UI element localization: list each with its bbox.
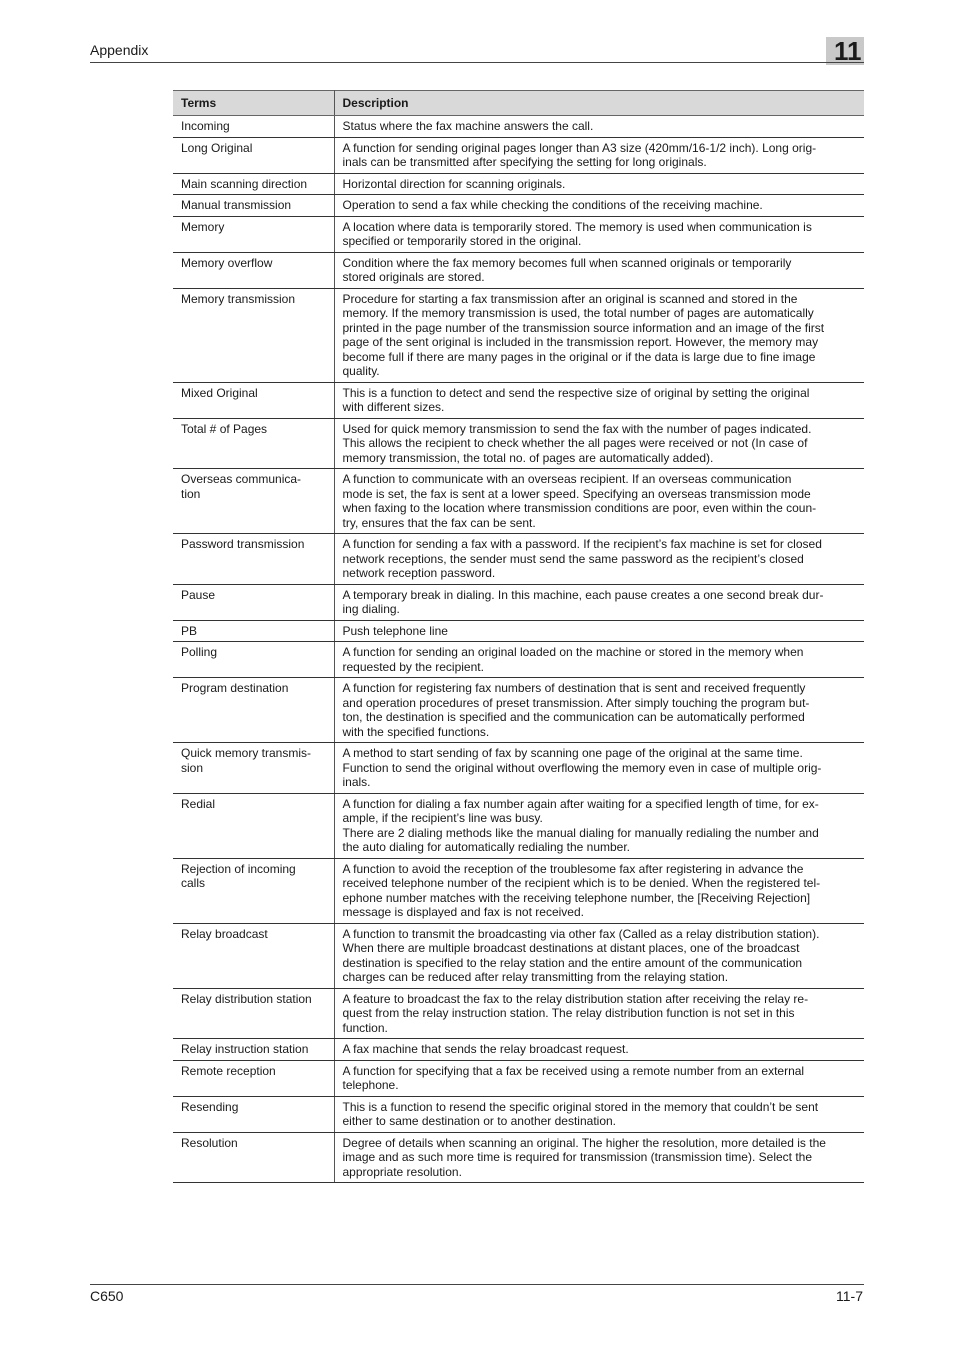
table-row	[173, 858, 864, 923]
term-cell: Relay broadcast	[173, 923, 334, 988]
table-row	[173, 923, 864, 988]
description-cell: This is a function to resend the specific original stored in the memory that couldn’t be sent either to same destination or to another destination.	[334, 1096, 864, 1132]
term-cell: Resolution	[173, 1132, 334, 1183]
description-cell: A location where data is temporarily stored. The memory is used when communication is specified or temporarily stored in the original.	[334, 216, 864, 252]
term-cell: Total # of Pages	[173, 418, 334, 469]
description-cell: Procedure for starting a fax transmission after an original is scanned and stored in the memory. If the memory transmission is used, the total number of pages are automatically printed in the page number of the transmission source information and an image of the first page of the sent original is included in the transmission report. However, the memory may become full if there are many pages in the original or if the data is large due to fine image quality.	[334, 288, 864, 382]
header-divider	[90, 62, 864, 63]
column-header-terms: Terms	[173, 91, 334, 116]
table-row	[173, 195, 864, 217]
term-cell: Relay distribution station	[173, 988, 334, 1039]
description-cell: Status where the fax machine answers the call.	[334, 116, 864, 138]
description-cell: Used for quick memory transmission to send the fax with the number of pages indicated. This allows the recipient to check whether the all pages were received or not (In case of memory transmission, the total no. of pages are automatically added).	[334, 418, 864, 469]
table-row	[173, 1096, 864, 1132]
description-cell: A function to avoid the reception of the troublesome fax after registering in advance the received telephone number of the recipient which is to be denied. When the registered tel- ephone number matches with the receiving telephone number, the [Receiving Rejection] message is displayed and fax is not received.	[334, 858, 864, 923]
table-row	[173, 620, 864, 642]
table-row	[173, 642, 864, 678]
description-cell: Condition where the fax memory becomes full when scanned originals or temporarily stored originals are stored.	[334, 252, 864, 288]
table-row	[173, 216, 864, 252]
description-cell: A function for registering fax numbers of destination that is sent and received frequently and operation procedures of preset transmission. After simply touching the program but- ton, the destination is specified and the communication can be automatically performed with the specified functions.	[334, 678, 864, 743]
table-row	[173, 1132, 864, 1183]
term-cell: PB	[173, 620, 334, 642]
description-cell: Operation to send a fax while checking the conditions of the receiving machine.	[334, 195, 864, 217]
term-cell: Memory transmission	[173, 288, 334, 382]
table-row	[173, 382, 864, 418]
footer-divider	[90, 1284, 864, 1285]
section-title: Appendix	[90, 42, 149, 58]
table-row	[173, 793, 864, 858]
table-row	[173, 469, 864, 534]
term-cell: Polling	[173, 642, 334, 678]
description-cell: A function to transmit the broadcasting via other fax (Called as a relay distribution station). When there are multiple broadcast destinations at distant places, one of the broadcast destination is specified to the relay station and the entire amount of the communication charges can be reduced after relay transmitting from the relaying station.	[334, 923, 864, 988]
description-cell: A function for sending a fax with a password. If the recipient’s fax machine is set for closed network receptions, the sender must send the same password as the recipient’s closed network reception password.	[334, 534, 864, 585]
table-row	[173, 678, 864, 743]
table-header-row	[173, 91, 864, 116]
model-name: C650	[90, 1288, 124, 1304]
table-body	[173, 116, 864, 1183]
term-cell: Password transmission	[173, 534, 334, 585]
description-cell: A function to communicate with an overseas recipient. If an overseas communication mode is set, the fax is sent at a lower speed. Specifying an overseas transmission mode when faxing to the location where transmission conditions are poor, even within the coun- try, ensures that the fax can be sent.	[334, 469, 864, 534]
term-cell: Manual transmission	[173, 195, 334, 217]
column-header-description: Description	[334, 91, 864, 116]
term-cell: Incoming	[173, 116, 334, 138]
table-row	[173, 418, 864, 469]
page-number: 11-7	[836, 1288, 863, 1304]
table-row	[173, 173, 864, 195]
table-row	[173, 1039, 864, 1061]
description-cell: Degree of details when scanning an original. The higher the resolution, more detailed is the image and as such more time is required for transmission (transmission time). Select the appropriate resolution.	[334, 1132, 864, 1183]
term-cell: Memory	[173, 216, 334, 252]
glossary-table	[173, 90, 864, 1183]
description-cell: A method to start sending of fax by scanning one page of the original at the same time. Function to send the original without overflowing the memory even in case of multiple orig- inals.	[334, 743, 864, 794]
table-header	[173, 91, 864, 116]
term-cell: Program destination	[173, 678, 334, 743]
table-row	[173, 137, 864, 173]
term-cell: Long Original	[173, 137, 334, 173]
description-cell: A fax machine that sends the relay broadcast request.	[334, 1039, 864, 1061]
table-row	[173, 743, 864, 794]
description-cell: A function for dialing a fax number again after waiting for a specified length of time, for ex- ample, if the recipient’s line was busy. There are 2 dialing methods like the manual dialing for manually redialing the number and the auto dialing for automatically redialing the number.	[334, 793, 864, 858]
table-row	[173, 1060, 864, 1096]
table-row	[173, 584, 864, 620]
term-cell: Main scanning direction	[173, 173, 334, 195]
term-cell: Relay instruction station	[173, 1039, 334, 1061]
description-cell: A feature to broadcast the fax to the relay distribution station after receiving the relay re- quest from the relay instruction station. The relay distribution function is not set in this function.	[334, 988, 864, 1039]
term-cell: Remote reception	[173, 1060, 334, 1096]
table-row	[173, 252, 864, 288]
term-cell: Quick memory transmis- sion	[173, 743, 334, 794]
description-cell: A function for sending original pages longer than A3 size (420mm/16-1/2 inch). Long orig- inals can be transmitted after specifying the setting for long originals.	[334, 137, 864, 173]
table-row	[173, 534, 864, 585]
description-cell: A function for specifying that a fax be received using a remote number from an external telephone.	[334, 1060, 864, 1096]
term-cell: Pause	[173, 584, 334, 620]
term-cell: Mixed Original	[173, 382, 334, 418]
description-cell: Push telephone line	[334, 620, 864, 642]
description-cell: A function for sending an original loaded on the machine or stored in the memory when requested by the recipient.	[334, 642, 864, 678]
term-cell: Overseas communica- tion	[173, 469, 334, 534]
term-cell: Rejection of incoming calls	[173, 858, 334, 923]
description-cell: A temporary break in dialing. In this machine, each pause creates a one second break dur- ing dialing.	[334, 584, 864, 620]
description-cell: Horizontal direction for scanning originals.	[334, 173, 864, 195]
table-row	[173, 116, 864, 138]
term-cell: Redial	[173, 793, 334, 858]
chapter-number-badge: 11	[826, 37, 864, 65]
term-cell: Resending	[173, 1096, 334, 1132]
table-row	[173, 288, 864, 382]
table-row	[173, 988, 864, 1039]
description-cell: This is a function to detect and send the respective size of original by setting the original with different sizes.	[334, 382, 864, 418]
term-cell: Memory overflow	[173, 252, 334, 288]
